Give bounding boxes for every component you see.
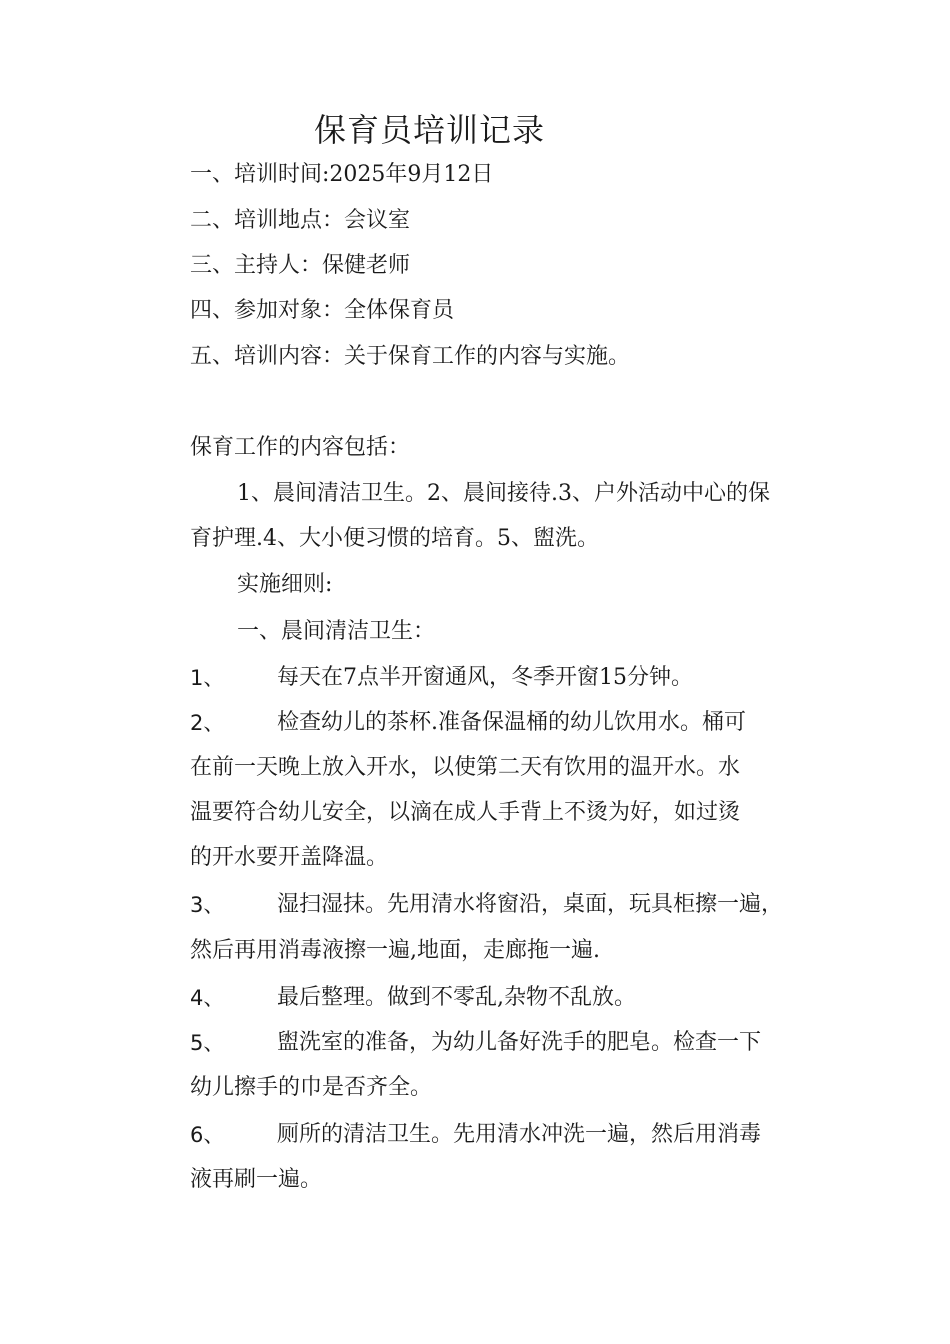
- section-1-heading: 一、晨间清洁卫生：: [237, 619, 436, 644]
- item-number: 1、: [190, 666, 225, 690]
- item-number: 2、: [190, 711, 225, 735]
- item-2-continuation: 的开水要开盖降温。: [190, 845, 389, 870]
- document-title: 保育员培训记录: [314, 111, 546, 149]
- item-number: 5、: [190, 1031, 225, 1055]
- item-3-text: 湿扫湿抹。先用清水将窗沿，桌面，玩具柜擦一遍，: [277, 892, 784, 917]
- meta-participants: 四、参加对象：全体保育员: [190, 298, 455, 323]
- rules-heading: 实施细则:: [237, 572, 333, 597]
- item-5-text: 盥洗室的准备，为幼儿备好洗手的肥皂。检查一下: [277, 1030, 762, 1055]
- item-number: 3、: [190, 893, 225, 917]
- meta-training-location: 二、培训地点：会议室: [190, 208, 411, 233]
- item-2-continuation: 在前一天晚上放入开水，以使第二天有饮用的温开水。水: [190, 755, 741, 780]
- meta-training-time: 一、培训时间:2025年9月12日: [190, 162, 494, 187]
- meta-host: 三、主持人：保健老师: [190, 253, 411, 278]
- item-number: 4、: [190, 986, 225, 1010]
- item-3-continuation: 然后再用消毒液擦一遍,地面，走廊拖一遍.: [190, 938, 600, 963]
- content-heading: 保育工作的内容包括：: [190, 435, 411, 460]
- item-5-continuation: 幼儿擦手的巾是否齐全。: [190, 1075, 433, 1100]
- item-number: 6、: [190, 1123, 225, 1147]
- item-4-text: 最后整理。做到不零乱,杂物不乱放。: [277, 985, 636, 1010]
- item-1-text: 每天在7点半开窗通风，冬季开窗15分钟。: [277, 665, 693, 690]
- item-6-text: 厕所的清洁卫生。先用清水冲洗一遍，然后用消毒: [277, 1122, 762, 1147]
- item-2-text: 检查幼儿的茶杯.准备保温桶的幼儿饮用水。桶可: [277, 710, 746, 735]
- item-2-continuation: 温要符合幼儿安全，以滴在成人手背上不烫为好，如过烫: [190, 800, 741, 825]
- meta-content: 五、培训内容：关于保育工作的内容与实施。: [190, 344, 631, 369]
- content-list-line-2: 育护理.4、大小便习惯的培育。5、盥洗。: [190, 526, 599, 551]
- item-6-continuation: 液再刷一遍。: [190, 1167, 323, 1192]
- content-list-line-1: 1、晨间清洁卫生。2、晨间接待.3、户外活动中心的保: [237, 481, 770, 506]
